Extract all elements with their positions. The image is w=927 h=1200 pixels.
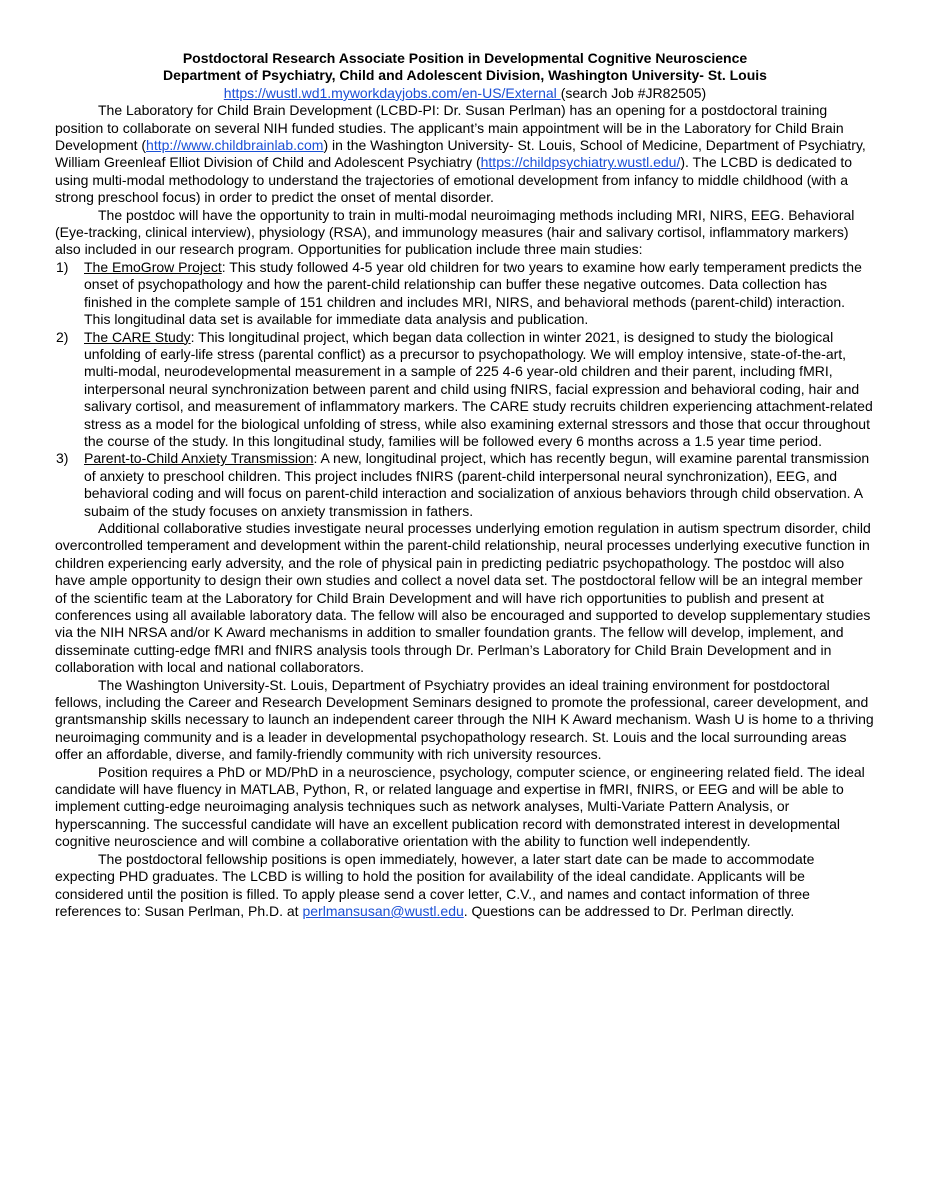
intro-text-2: ) in the Washington University- St. Louis, School of Medicine, Department of Psychiatry, William Greenleaf Elliot Division of Child and Adolescent Psychiatry ( [55, 137, 866, 171]
intro-text-1: The Laboratory for Child Brain Development (LCBD-PI: Dr. Susan Perlman) has an opening for a postdoctoral training position to collaborate on several NIH funded studies. The applicant’s main appointment will be in the Laboratory for Child Brain Development ( [55, 102, 844, 154]
requirements-paragraph: Position requires a PhD or MD/PhD in a neuroscience, psychology, computer science, or engineering related field. The ideal candidate will have fluency in MATLAB, Python, R, or related language and expertise in fMRI, fNIRS, or EEG and will be able to implement cutting-edge neuroimaging analysis techniques such as network analyses, Multi-Variate Pattern Analysis, or hyperscanning. The successful candidate will have an excellent publication record with demonstrated interest in developmental cognitive neuroscience and will combine a collaborative orientation with the ability to function well independently. [55, 763, 865, 850]
study-name: The EmoGrow Project [84, 258, 222, 275]
child-psychiatry-link[interactable]: https://childpsychiatry.wustl.edu/ [480, 154, 681, 171]
intro-paragraph [55, 102, 875, 206]
intro-text-3: ). The LCBD is dedicated to using multi-modal methodology to understand the trajectories of emotional development from infancy to middle childhood (with a strong preschool focus) in order to predict the onset of mental disorder. [55, 154, 853, 206]
study-number: 3) [56, 450, 69, 467]
training-environment-paragraph: The Washington University-St. Louis, Department of Psychiatry provides an ideal training environment for postdoctoral fellows, including the Career and Research Development Seminars designed to promote the professional, career development, and grantsmanship skills necessary to launch an independent career through the NIH K Award mechanism. Wash U is home to a thriving neuroimaging community and is a leader in developmental psychopathology research. St. Louis and the local surrounding areas offer an affordable, diverse, and family-friendly community with rich university resources. [55, 676, 874, 763]
study-name: Parent-to-Child Anxiety Transmission [84, 450, 314, 467]
document-title-line-2: Department of Psychiatry, Child and Adolescent Division, Washington University- St. Louis [163, 67, 767, 84]
study-number: 1) [56, 258, 69, 275]
study-item-anxiety-transmission [55, 450, 875, 520]
study-description: : A new, longitudinal project, which has recently begun, will examine parental transmission of anxiety to preschool children. This project includes fNIRS (parent-child interpersonal neural synchronization), EEG, and behavioral coding and will focus on parent-child interaction and socialization of anxious behaviors through child observation. A subaim of the study focuses on anxiety transmission in fathers. [84, 450, 870, 519]
lab-website-link[interactable]: http://www.childbrainlab.com [146, 137, 324, 154]
closing-paragraph [55, 851, 875, 921]
closing-text-1: The postdoctoral fellowship positions is open immediately, however, a later start date can be made to accommodate expecting PHD graduates. The LCBD is willing to hold the position for availability of the ideal candidate. Applicants will be considered until the position is filled. To apply please send a cover letter, C.V., and names and contact information of three references to: Susan Perlman, Ph.D. at [55, 850, 815, 919]
study-description: : This study followed 4-5 year old children for two years to examine how early temperament predicts the onset of psychopathology and how the parent-child relationship can buffer these negative outcomes. Data collection has finished in the complete sample of 151 children and includes MRI, NIRS, and behavioral methods (parent-child) interaction. This longitudinal data set is available for immediate data analysis and publication. [84, 258, 862, 328]
studies-list [55, 259, 875, 520]
collaborative-studies-paragraph: Additional collaborative studies investigate neural processes underlying emotion regulation in autism spectrum disorder, child overcontrolled temperament and development within the parent-child relationship, neural processes underlying executive function in children experiencing early adversity, and the role of physical pain in predicting pediatric psychopathology. The postdoc will also have ample opportunity to design their own studies and collect a novel data set. The postdoctoral fellow will be an integral member of the scientific team at the Laboratory for Child Brain Development and will have rich opportunities to publish and present at conferences using all available laboratory data. The fellow will also be encouraged and supported to develop supplementary studies via the NIH NRSA and/or K Award mechanisms in addition to smaller foundation grants. The fellow will develop, implement, and disseminate cutting-edge fMRI and fNIRS analysis tools through Dr. Perlman’s Laboratory for Child Brain Development and in collaboration with local and national collaborators. [55, 519, 871, 676]
contact-email-link[interactable]: perlmansusan@wustl.edu [302, 902, 464, 919]
job-number-note: (search Job #JR82505) [560, 84, 707, 101]
study-item-care [55, 329, 875, 451]
study-description: : This longitudinal project, which began data collection in winter 2021, is designed to study the biological unfolding of early-life stress (parental conflict) as a precursor to psychopathology. We will employ intensive, state-of-the-art, multi-modal, neurodevelopmental measurement in a sample of 225 4-6 year-old children and their parent, including fMRI, interpersonal neural synchronization between parent and child using fNIRS, facial expression and behavioral coding, hair and salivary cortisol, and measurement of inflammatory markers. The CARE study recruits children experiencing attachment-related stress as a model for the biological unfolding of stress, while also examining external stressors and those that occur throughout the course of the study. In this longitudinal study, families will be followed every 6 months across a 1.5 year time period. [84, 328, 873, 449]
training-paragraph: The postdoc will have the opportunity to train in multi-modal neuroimaging methods including MRI, NIRS, EEG. Behavioral (Eye-tracking, clinical interview), physiology (RSA), and immunology measures (hair and salivary cortisol, inflammatory markers) also included in our research program. Opportunities for publication include three main studies: [55, 206, 855, 258]
closing-text-2: . Questions can be addressed to Dr. Perlman directly. [463, 902, 795, 919]
job-posting-link[interactable]: https://wustl.wd1.myworkdayjobs.com/en-US/External [223, 84, 561, 101]
job-link-line [55, 85, 875, 102]
study-number: 2) [56, 328, 69, 345]
study-item-emogrow [55, 259, 875, 329]
document-title-line-1: Postdoctoral Research Associate Position in Developmental Cognitive Neuroscience [182, 50, 748, 66]
study-name: The CARE Study [84, 328, 191, 345]
